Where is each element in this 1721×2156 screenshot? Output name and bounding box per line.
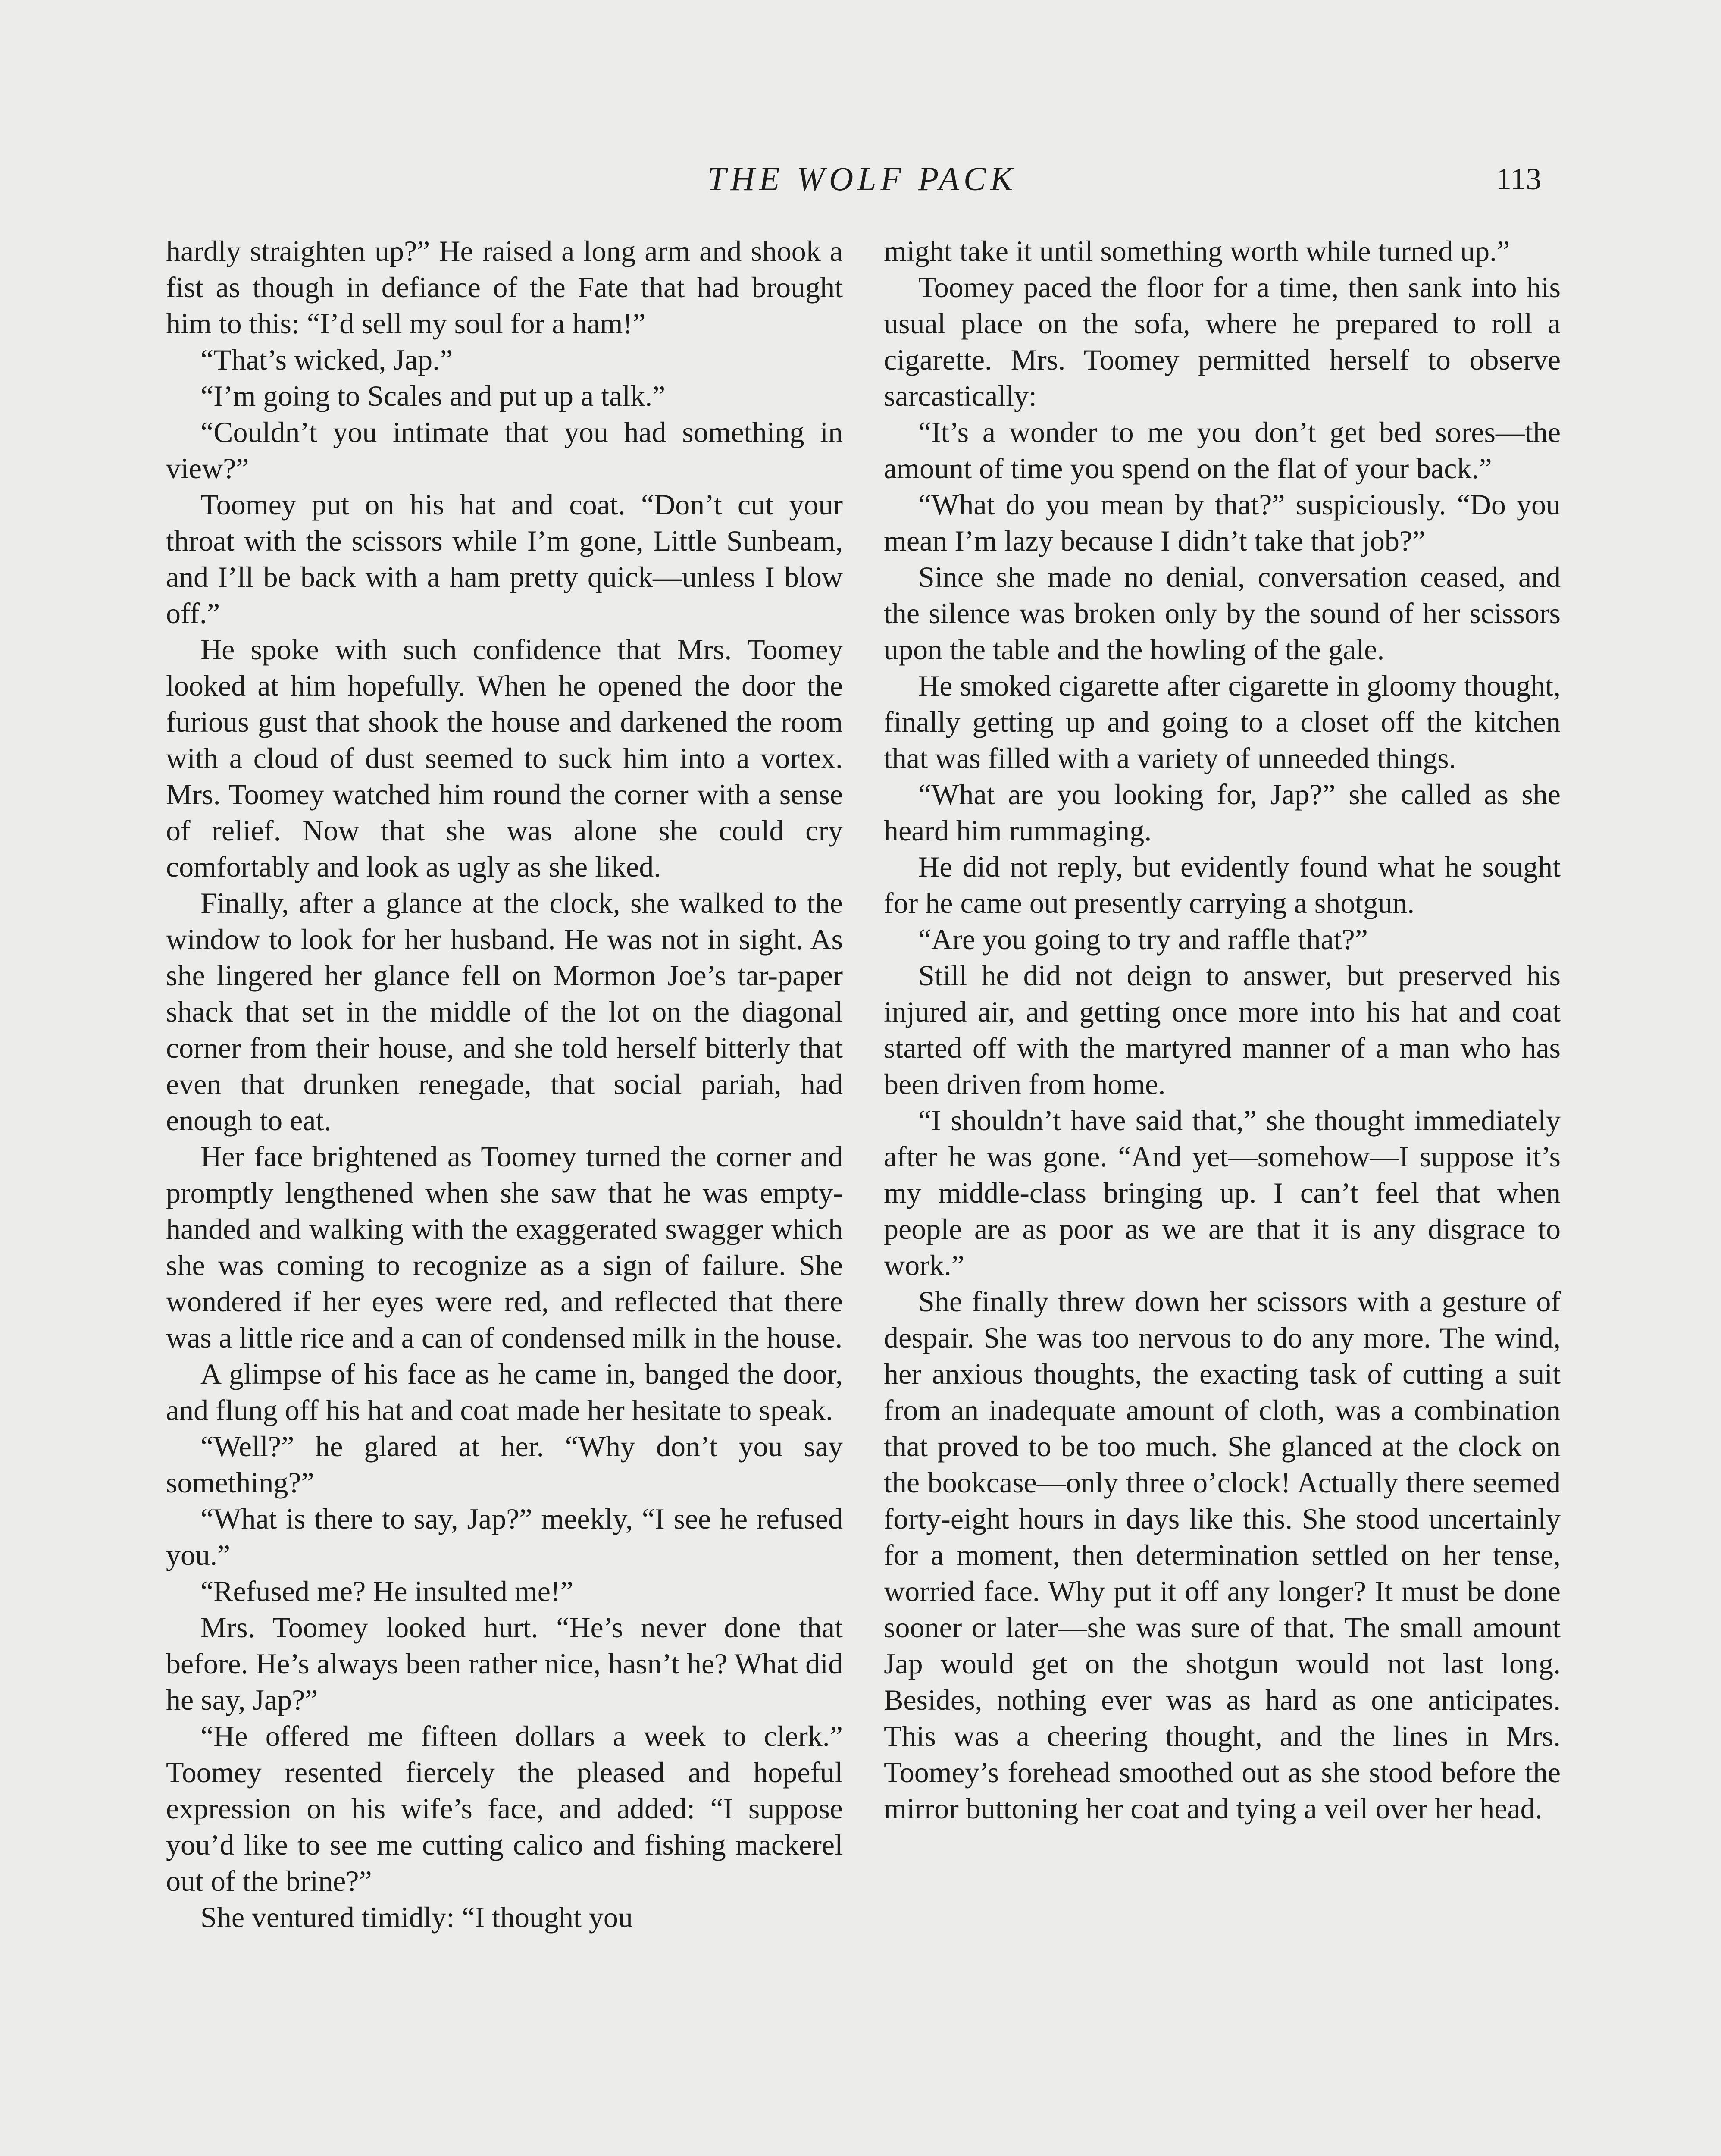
paragraph: Toomey put on his hat and coat. “Don’t cut your throat with the scissors while I’m gone, Little Sunbeam, and I’ll be back with a ham pretty quick—unless I blow off.” [166,488,843,630]
right-column [884,233,1561,1827]
paragraph: Toomey paced the floor for a time, then sank into his usual place on the sofa, where he prepared to roll a cigarette. Mrs. Toomey permitted herself to observe sarcastically: [884,271,1561,412]
paragraph: might take it until something worth while turned up.” [884,235,1510,267]
paragraph: “It’s a wonder to me you don’t get bed sores—the amount of time you spend on the flat of your back.” [884,416,1561,485]
paragraph: “Refused me? He insulted me!” [200,1575,573,1608]
page-number: 113 [1496,162,1542,196]
paragraph: Mrs. Toomey looked hurt. “He’s never done that before. He’s always been rather nice, hasn’t he? What did he say, Jap?” [166,1611,843,1716]
paragraph: “I shouldn’t have said that,” she thought immediately after he was gone. “And yet—somehow—I suppose it’s my middle-class bringing up. I can’t feel that when people are as poor as we are that it is any disgrace to work.” [884,1104,1561,1282]
paragraph: A glimpse of his face as he came in, banged the door, and flung off his hat and coat made her hesitate to speak. [166,1357,843,1426]
paragraph: “He offered me fifteen dollars a week to clerk.” Toomey resented fiercely the pleased and hopeful expression on his wife’s face, and added: “I suppose you’d like to see me cutting calico and fishing mackerel out of the brine?” [166,1720,843,1897]
paragraph: hardly straighten up?” He raised a long arm and shook a fist as though in defiance of the Fate that had brought him to this: “I’d sell my soul for a ham!” [166,235,843,340]
paragraph: He spoke with such confidence that Mrs. Toomey looked at him hopefully. When he opened the door the furious gust that shook the house and darkened the room with a cloud of dust seemed to suck him into a vortex. Mrs. Toomey watched him round the corner with a sense of relief. Now that she was alone she could cry comfortably and look as ugly as she liked. [166,633,843,883]
paragraph: He did not reply, but evidently found what he sought for he came out presently carrying a shotgun. [884,850,1561,919]
paragraph: “What are you looking for, Jap?” she called as she heard him rummaging. [884,778,1561,847]
paragraph: “Are you going to try and raffle that?” [918,923,1368,956]
paragraph: Still he did not deign to answer, but preserved his injured air, and getting once more into his hat and coat started off with the martyred manner of a man who has been driven from home. [884,959,1561,1100]
paragraph: “What do you mean by that?” suspiciously. “Do you mean I’m lazy because I didn’t take that job?” [884,488,1561,557]
paragraph: He smoked cigarette after cigarette in gloomy thought, finally getting up and going to a closet off the kitchen that was filled with a variety of unneeded things. [884,669,1561,774]
paragraph: Her face brightened as Toomey turned the corner and promptly lengthened when she saw that he was empty-handed and walking with the exaggerated swagger which she was coming to recognize as a sign of failure. She wondered if her eyes were red, and reflected that there was a little rice and a can of condensed milk in the house. [166,1140,843,1354]
left-column [166,233,843,1935]
paragraph: Finally, after a glance at the clock, she walked to the window to look for her husband. He was not in sight. As she lingered her glance fell on Mormon Joe’s tar-paper shack that set in the middle of the lot on the diagonal corner from their house, and she told herself bitterly that even that drunken renegade, that social pariah, had enough to eat. [166,887,843,1137]
paragraph: Since she made no denial, conversation ceased, and the silence was broken only by the sound of her scissors upon the table and the howling of the gale. [884,561,1561,666]
page-header [0,149,1721,209]
paragraph: “What is there to say, Jap?” meekly, “I see he refused you.” [166,1502,843,1571]
paragraph: She finally threw down her scissors with a gesture of despair. She was too nervous to do any more. The wind, her anxious thoughts, the exacting task of cutting a suit from an inadequate amount of cloth, was a combination that proved to be too much. She glanced at the clock on the bookcase—only three o’clock! Actually there seemed forty-eight hours in days like this. She stood uncertainly for a moment, then determination settled on her tense, worried face. Why put it off any longer? It must be done sooner or later—she was sure of that. The small amount Jap would get on the shotgun would not last long. Besides, nothing ever was as hard as one anticipates. This was a cheering thought, and the lines in Mrs. Toomey’s forehead smoothed out as she stood before the mirror buttoning her coat and tying a veil over her head. [884,1285,1561,1825]
paragraph: “That’s wicked, Jap.” [200,343,453,376]
paragraph: “Well?” he glared at her. “Why don’t you say something?” [166,1430,843,1499]
paragraph: “I’m going to Scales and put up a talk.” [200,379,666,412]
paragraph: She ventured timidly: “I thought you [200,1901,633,1934]
paragraph: “Couldn’t you intimate that you had something in view?” [166,416,843,485]
running-title: THE WOLF PACK [707,160,1017,197]
